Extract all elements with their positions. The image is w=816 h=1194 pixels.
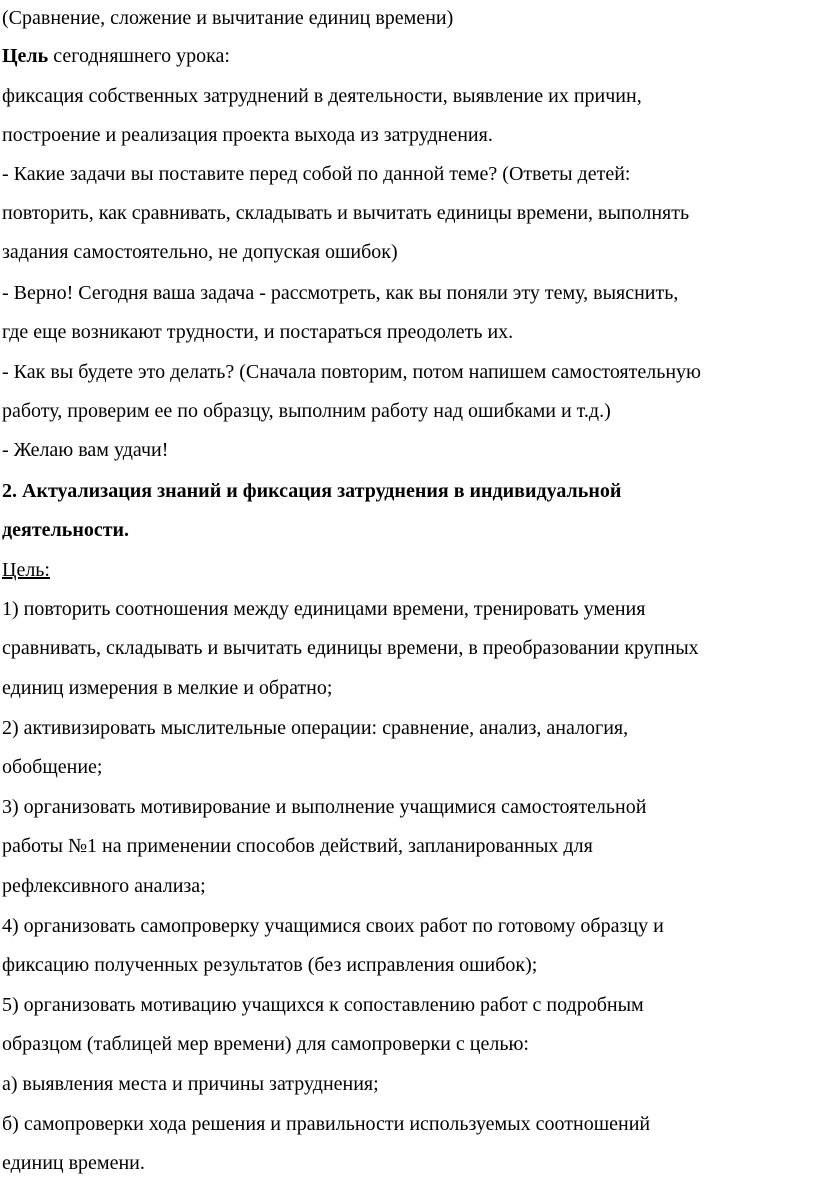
paragraph-line: работу, проверим ее по образцу, выполним работу над ошибками и т.д.) xyxy=(2,400,611,422)
paragraph-line: фиксация собственных затруднений в деятельности, выявление их причин, xyxy=(2,85,642,107)
lesson-goal-heading xyxy=(2,44,230,68)
goal-item-line: образцом (таблицей мер времени) для самопроверки с целью: xyxy=(2,1033,529,1055)
section-heading-cont: деятельности. xyxy=(2,519,130,541)
paragraph-line: построение и реализация проекта выхода из затруднения. xyxy=(2,124,493,146)
goal-item-line: 1) повторить соотношения между единицами времени, тренировать умения xyxy=(2,598,646,620)
goal-item-line: рефлексивного анализа; xyxy=(2,875,206,897)
topic-subtitle: (Сравнение, сложение и вычитание единиц времени) xyxy=(2,7,454,29)
goal-item-line: 5) организовать мотивацию учащихся к сопоставлению работ с подробным xyxy=(2,994,644,1016)
goal-item-line: единиц времени. xyxy=(2,1152,145,1174)
paragraph-line: - Верно! Сегодня ваша задача - рассмотреть, как вы поняли эту тему, выяснить, xyxy=(2,282,679,304)
goal-item-line: фиксацию полученных результатов (без исправления ошибок); xyxy=(2,954,538,976)
goal-item-line: сравнивать, складывать и вычитать единицы времени, в преобразовании крупных xyxy=(2,637,699,659)
goal-item-line: б) самопроверки хода решения и правильности используемых соотношений xyxy=(2,1113,651,1135)
goal-item-line: 4) организовать самопроверку учащимися своих работ по готовому образцу и xyxy=(2,915,664,937)
paragraph-line: где еще возникают трудности, и постараться преодолеть их. xyxy=(2,321,514,343)
goal-item-line: 3) организовать мотивирование и выполнение учащимися самостоятельной xyxy=(2,796,647,818)
goal-item-line: единиц измерения в мелкие и обратно; xyxy=(2,677,333,699)
goal-item-line: 2) активизировать мыслительные операции: сравнение, анализ, аналогия, xyxy=(2,717,629,739)
paragraph-line: - Как вы будете это делать? (Сначала повторим, потом напишем самостоятельную xyxy=(2,361,701,383)
section-heading: 2. Актуализация знаний и фиксация затруднения в индивидуальной xyxy=(2,480,622,502)
goal-item-line: обобщение; xyxy=(2,756,103,778)
paragraph-line: повторить, как сравнивать, складывать и вычитать единицы времени, выполнять xyxy=(2,202,690,224)
paragraph-line: - Какие задачи вы поставите перед собой по данной теме? (Ответы детей: xyxy=(2,163,631,185)
goal-heading-text: сегодняшнего урока: xyxy=(48,45,230,67)
paragraph-line: - Желаю вам удачи! xyxy=(2,439,169,461)
goal-label-underlined: Цель: xyxy=(2,559,50,581)
paragraph-line: задания самостоятельно, не допуская ошибок) xyxy=(2,241,398,263)
goal-label: Цель xyxy=(2,45,49,67)
goal-item-line: а) выявления места и причины затруднения; xyxy=(2,1073,379,1095)
goal-item-line: работы №1 на применении способов действий, запланированных для xyxy=(2,835,593,857)
